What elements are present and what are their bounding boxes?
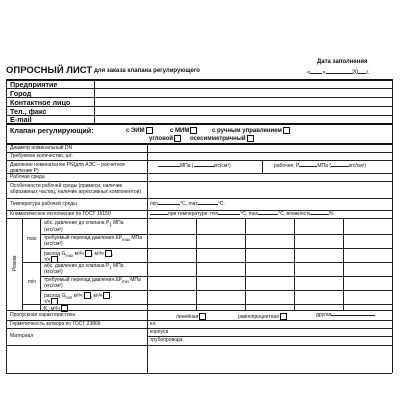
throughput-other[interactable]: другая — [316, 313, 375, 318]
mode-label: Режим — [12, 255, 18, 271]
material-body[interactable]: корпуса — [150, 329, 169, 335]
param-temp-label: Температура рабочей среды — [10, 201, 77, 207]
param-medium-label: Рабочая среда — [10, 174, 45, 180]
valve-option-mim[interactable]: с МИМ — [170, 127, 197, 134]
valve-option-manual[interactable]: с ручным управлением — [212, 127, 290, 134]
contact-company-label: Предприятие — [10, 80, 58, 89]
document-title: ОПРОСНЫЙ ЛИСТ — [6, 65, 93, 76]
param-medium-features-label: Особенности рабочей среды (примеси, наличие абразивных частиц, наличие агрессивных компонентов) — [10, 183, 142, 195]
max-flow-tph[interactable]: т/ч — [44, 256, 58, 263]
max-drop-unit: (кгс/см²) — [44, 241, 63, 247]
param-work-pressure[interactable]: рабочее, P МПа ( кгс/см²) — [274, 163, 367, 169]
checkbox-icon — [190, 127, 197, 134]
document-subtitle: для заказа клапана регулирующего — [94, 68, 200, 74]
param-climate-label: Климатическое исполнение по ГОСТ 15150 — [10, 211, 111, 217]
param-dn-label: Диаметр номинальный DN — [10, 145, 73, 151]
tightness-class[interactable]: кл. — [150, 321, 157, 327]
throughput-linear[interactable]: линейная — [176, 313, 206, 320]
checkbox-icon — [146, 127, 153, 134]
valve-option-axial[interactable]: осесимметричный — [190, 135, 254, 142]
contact-divider — [94, 79, 95, 123]
throughput-label: Пропускная характеристика — [10, 312, 75, 318]
contact-person-label: Контактное лицо — [10, 98, 71, 107]
tightness-label: Герметичность затвора по ГОСТ 23866 — [10, 321, 101, 327]
param-pn-label: Давление номинальное PN(для АЭС – расчетное давление P) — [10, 162, 126, 174]
valve-label: Клапан регулирующий: — [10, 126, 94, 135]
checkbox-icon — [84, 292, 91, 299]
min-drop: требуемый перепад давления $\Delta P_{min}$ МПа — [44, 277, 141, 284]
min-abs-pressure: абс. давление до клапана $P_1$ МПа — [44, 263, 124, 270]
contact-top-border — [6, 79, 392, 81]
checkbox-icon — [283, 127, 290, 134]
param-climate-value[interactable]: при температуре: min °С, max °С, влажность % — [150, 212, 333, 217]
mode-max-label: max — [27, 236, 37, 242]
mode-min-label: min — [28, 279, 37, 285]
checkbox-icon — [85, 250, 92, 257]
checkbox-icon — [199, 313, 206, 320]
valve-option-angle[interactable]: угловой — [149, 135, 181, 142]
valve-option-eim[interactable]: с ЭИМ — [126, 127, 153, 134]
checkbox-icon — [103, 292, 110, 299]
min-abs-unit: (кгс/см²) — [44, 269, 63, 275]
contact-email-label: E-mail — [10, 115, 32, 124]
material-label: Материал — [10, 333, 34, 339]
param-pn-value[interactable]: МПа ( кгс/см²) — [158, 164, 231, 169]
param-qty-label: Требуемое количество, шт. — [10, 153, 73, 159]
max-abs-unit: (кгс/см²) — [44, 227, 63, 233]
material-pipe[interactable]: трубопровода — [150, 337, 183, 343]
contact-phone-label: Тел., факс — [10, 107, 47, 116]
min-flow-tph[interactable]: т/ч — [44, 298, 58, 305]
checkbox-icon — [280, 313, 287, 320]
min-flow[interactable]: расход $G_{min}$ м³/ч , м³/ч , — [44, 292, 112, 300]
kv-min[interactable]: $K_v$ м³/ч — [44, 305, 68, 313]
date-label: Дата заполнения — [317, 59, 368, 65]
checkbox-icon — [105, 250, 112, 257]
checkbox-icon — [51, 256, 58, 263]
date-field[interactable]: « » 20 г. — [307, 70, 370, 76]
contact-city-label: Город — [10, 89, 32, 98]
min-drop-unit: (кгс/см²) — [44, 283, 63, 289]
checkbox-icon — [174, 135, 181, 142]
max-flow[interactable]: расход $G_{max}$ м³/ч , м³/ч , — [44, 250, 114, 258]
param-temp-value[interactable]: min °С, max °С. — [150, 201, 225, 207]
checkbox-icon — [247, 135, 254, 142]
max-abs-pressure: абс. давление до клапана $P_1$ МПа — [44, 220, 124, 227]
max-drop: требуемый перепад давления $\Delta P_{max}$ МПа — [44, 235, 142, 242]
throughput-equal[interactable]: равнопроцентная — [238, 313, 287, 320]
